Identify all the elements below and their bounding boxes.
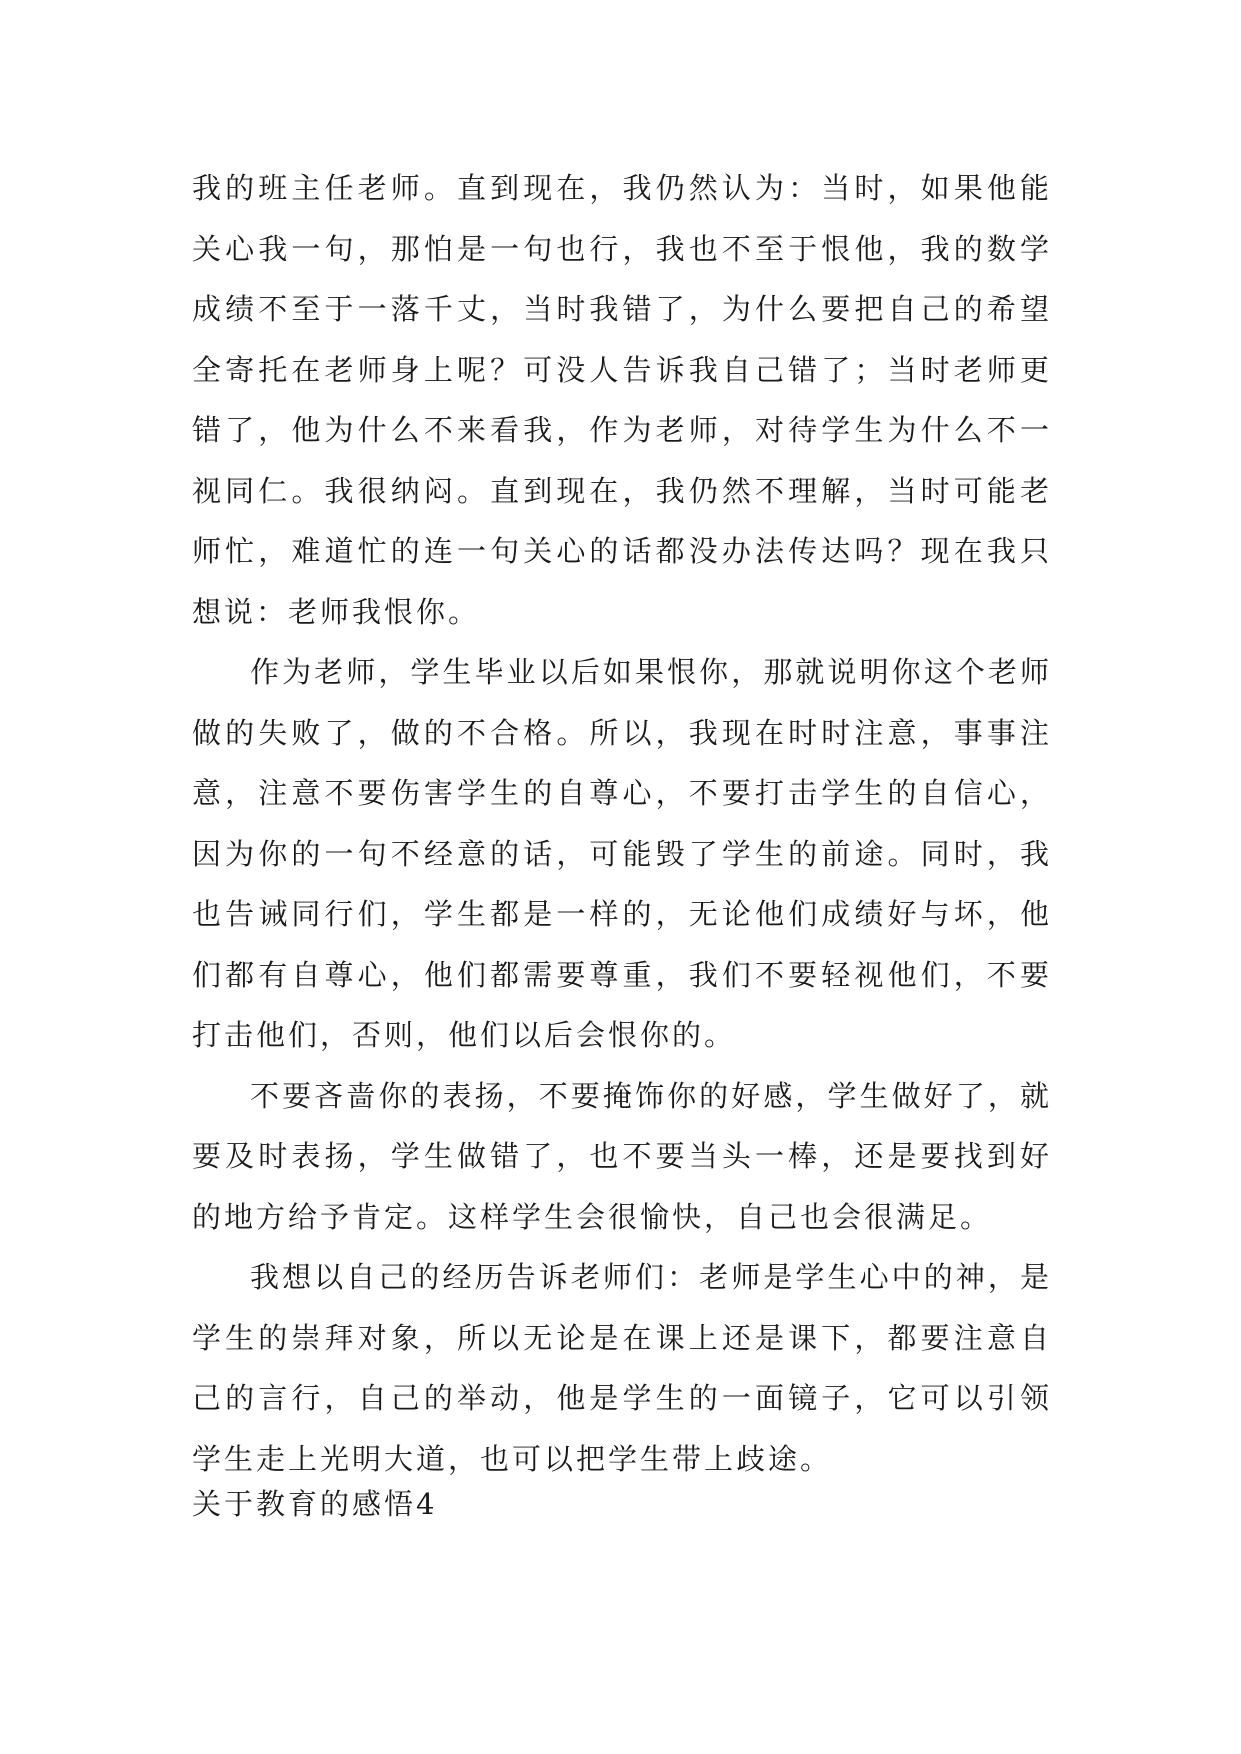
paragraph-1: 我的班主任老师。直到现在，我仍然认为：当时，如果他能关心我一句，那怕是一句也行，我也不至于恨他，我的数学成绩不至于一落千丈，当时我错了，为什么要把自己的希望全寄托在老师身上呢？可没人告诉我自己错了；当时老师更错了，他为什么不来看我，作为老师，对待学生为什么不一视同仁。我很纳闷。直到现在，我仍然不理解，当时可能老师忙，难道忙的连一句关心的话都没办法传达吗？现在我只想说：老师我恨你。 <box>192 171 1052 629</box>
body-text <box>192 158 1052 1489</box>
paragraph-2: 作为老师，学生毕业以后如果恨你，那就说明你这个老师做的失败了，做的不合格。所以，我现在时时注意，事事注意，注意不要伤害学生的自尊心，不要打击学生的自信心，因为你的一句不经意的话，可能毁了学生的前途。同时，我也告诫同行们，学生都是一样的，无论他们成绩好与坏，他们都有自尊心，他们都需要尊重，我们不要轻视他们，不要打击他们，否则，他们以后会恨你的。 <box>192 655 1052 1052</box>
paragraph-4: 我想以自己的经历告诉老师们：老师是学生心中的神，是学生的崇拜对象，所以无论是在课上还是课下，都要注意自己的言行，自己的举动，他是学生的一面镜子，它可以引领学生走上光明大道，也可以把学生带上歧途。 <box>192 1260 1052 1476</box>
paragraph-3: 不要吝啬你的表扬，不要掩饰你的好感，学生做好了，就要及时表扬，学生做错了，也不要当头一棒，还是要找到好的地方给予肯定。这样学生会很愉快，自己也会很满足。 <box>192 1078 1052 1234</box>
section-heading: 关于教育的感悟4 <box>192 1487 438 1521</box>
